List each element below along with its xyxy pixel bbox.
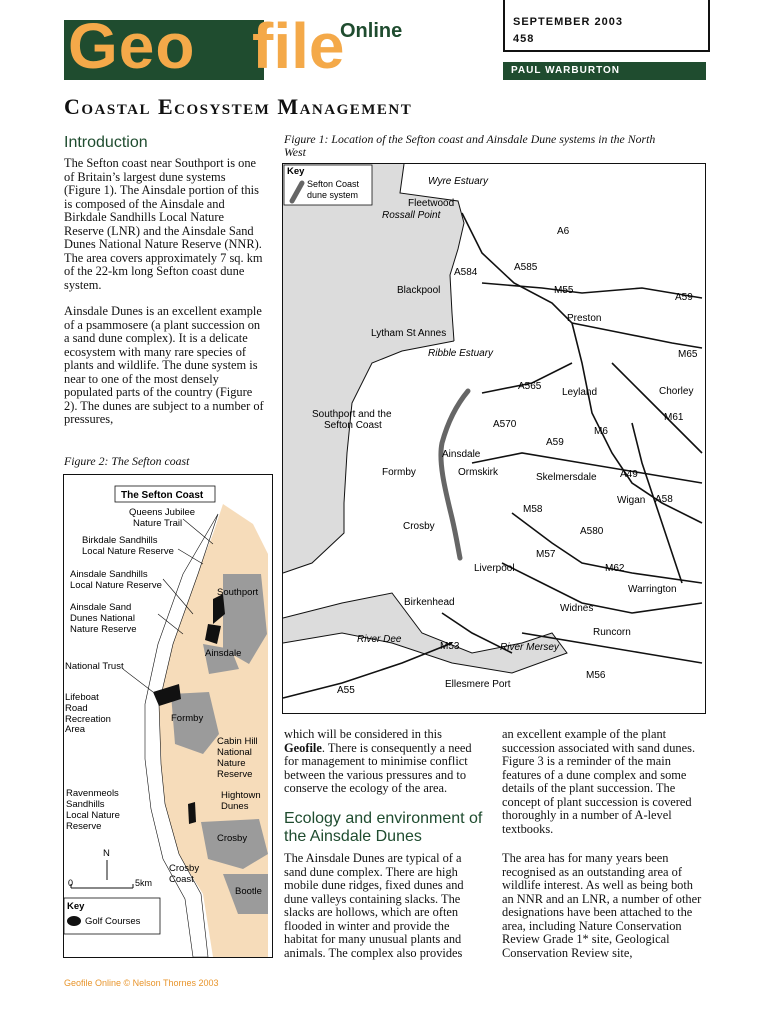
intro-heading: Introduction [64,134,148,151]
fig2-label-ch1: Cabin Hill [217,736,258,747]
label-runcorn: Runcorn [593,627,631,638]
fig2-label-national-trust: National Trust [65,661,124,672]
label-ellesmere-port: Ellesmere Port [445,679,511,690]
footer-copyright: Geofile Online © Nelson Thornes 2003 [64,978,219,988]
label-fleetwood: Fleetwood [408,198,455,209]
intro-paragraph-1: The Sefton coast near Southport is one of Britain’s largest dune systems (Figure 1). The Ainsdale portion of this is composed of the Ainsdale and Birkdale Sandhills Local Nature Reserve (LNR) and the Ainsdale Sand Dunes National Nature Reserve (NNR). The area covers approximately 7 sq. km of the 22-km long Sefton coast dune system. [64,156,263,292]
label-wyre-estuary: Wyre Estuary [428,176,489,187]
fig2-label-qj1: Queens Jubilee [129,507,196,518]
fig2-label-asd1: Ainsdale Sand [70,602,132,613]
label-a59-south: A59 [546,437,564,448]
fig2-label-southport: Southport [217,587,259,598]
label-preston: Preston [567,313,602,324]
figure1-key-title: Key [287,166,305,177]
issue-number: 458 [513,33,535,45]
label-lytham: Lytham St Annes [371,328,447,339]
col2-paragraph-1: which will be considered in this Geofile. There is consequently a need for management to minimise conflict between the various pressures and to conserve the ecology of the area. [284,727,472,795]
label-a59-north: A59 [675,292,693,303]
label-a55: A55 [337,685,355,696]
label-river-dee: River Dee [357,634,402,645]
fig2-label-hd2: Dunes [221,801,249,812]
figure1-caption: Figure 1: Location of the Sefton coast and Ainsdale Dune systems in the North West [284,132,656,159]
figure2-map [63,474,273,958]
fig2-label-bootle: Bootle [235,886,262,897]
label-southport-2: Sefton Coast [324,420,382,431]
label-formby: Formby [382,467,416,478]
label-a565: A565 [518,381,542,392]
label-liverpool: Liverpool [474,563,515,574]
label-m65: M65 [678,349,698,360]
ecology-paragraph-1: The Ainsdale Dunes are typical of a sand dune complex. There are high mobile dune ridges, fixed dunes and dune valleys containing slacks. The slacks are hollows, which are often flooded in winter and provide the habitat for many unusual plants and animals. The complex also provides [284,851,464,960]
fig2-label-cc1: Crosby [169,863,200,874]
label-m6: M6 [594,426,608,437]
figure1-key-line1: Sefton Coast [307,179,360,189]
scale-zero: 0 [68,878,74,888]
label-crosby: Crosby [403,521,435,532]
logo [64,20,264,80]
figure1-key-line2: dune system [307,190,359,200]
label-a6: A6 [557,226,570,237]
author-bar: PAUL WARBURTON [503,62,706,80]
ecology-heading: Ecology and environment of the Ainsdale Dunes [284,810,483,845]
scale-five-km: 5km [135,878,153,888]
label-birkenhead: Birkenhead [404,597,455,608]
fig2-label-as2: Local Nature Reserve [70,580,162,591]
label-a580: A580 [580,526,604,537]
label-a49: A49 [620,469,638,480]
fig2-label-rs4: Reserve [66,821,102,832]
label-river-mersey: River Mersey [500,642,559,653]
fig2-label-bs2: Local Nature Reserve [82,546,174,557]
label-rossall-point: Rossall Point [382,210,441,221]
fig2-label-bs1: Birkdale Sandhills [82,535,158,546]
label-wigan: Wigan [617,495,646,506]
fig2-label-crosby: Crosby [217,833,248,844]
fig2-label-lb3: Recreation [65,714,111,725]
page-title: Coastal Ecosystem Management [64,94,413,119]
label-chorley: Chorley [659,386,694,397]
col3-paragraph-2: The area has for many years been recognised as an outstanding area of wildlife interest. As well as being both an NNR and an LNR, a number of other designations have been attached to the area, including Nature Conservation Review Grade 1* site, Geological Conservation Review site, [502,851,702,960]
label-warrington: Warrington [628,584,677,595]
label-ormskirk: Ormskirk [458,467,498,478]
col3-paragraph-1: an excellent example of the plant succession associated with sand dunes. Figure 3 is a reminder of the main features of a dune complex and some details of the plant succession. The concept of plant succession is covered thoroughly in a number of A-level textbooks. [502,727,696,836]
fig2-label-ainsdale: Ainsdale [205,648,242,659]
north-arrow-letter: N [103,848,110,859]
fig2-label-ch3: Nature [217,758,246,769]
label-ainsdale: Ainsdale [442,449,481,460]
fig2-label-hd1: Hightown [221,790,261,801]
label-m53: M53 [440,641,460,652]
label-a585: A585 [514,262,538,273]
label-a584: A584 [454,267,478,278]
fig2-label-rs2: Sandhills [66,799,105,810]
fig2-label-cc2: Coast [169,874,194,885]
figure1-map [282,163,706,714]
label-blackpool: Blackpool [397,285,441,296]
label-a58: A58 [655,494,673,505]
label-m61: M61 [664,412,684,423]
fig2-label-rs1: Ravenmeols [66,788,119,799]
fig2-label-ch4: Reserve [217,769,253,780]
fig2-label-lb4: Area [65,724,86,735]
figure2-key-golf: Golf Courses [85,916,141,927]
fig2-label-asd3: Nature Reserve [70,624,137,635]
label-m62: M62 [605,563,625,574]
figure2-caption: Figure 2: The Sefton coast [64,454,190,468]
fig2-label-qj2: Nature Trail [133,518,183,529]
fig2-label-lb1: Lifeboat [65,692,99,703]
logo-geo-text: Geo [68,20,196,80]
label-skelmersdale: Skelmersdale [536,472,597,483]
label-m56: M56 [586,670,606,681]
label-ribble-estuary: Ribble Estuary [428,348,494,359]
label-m58: M58 [523,504,543,515]
logo-online-text: Online [340,20,403,42]
label-widnes: Widnes [560,603,594,614]
label-leyland: Leyland [562,387,598,398]
figure2-title: The Sefton Coast [121,490,204,501]
fig2-label-formby: Formby [171,713,204,724]
label-m57: M57 [536,549,556,560]
fig2-label-rs3: Local Nature [66,810,120,821]
fig2-label-lb2: Road [65,703,88,714]
label-southport-1: Southport and the [312,409,392,420]
fig2-label-asd2: Dunes National [70,613,135,624]
label-m55: M55 [554,285,574,296]
fig2-label-ch2: National [217,747,252,758]
logo-file-text: file [252,10,345,82]
fig2-label-as1: Ainsdale Sandhills [70,569,148,580]
label-a570: A570 [493,419,517,430]
issue-date: SEPTEMBER 2003 [513,16,623,28]
intro-paragraph-2: Ainsdale Dunes is an excellent example of a psammosere (a plant succession on a sand dune complex). It is a delicate ecosystem with many rare species of plants and wildlife. The dune system is near to one of the most densely populated parts of the country (Figure 2). The dunes are subject to a number of pressures, [64,304,264,426]
golf-course-icon [67,916,81,926]
figure2-key-title: Key [67,901,85,912]
